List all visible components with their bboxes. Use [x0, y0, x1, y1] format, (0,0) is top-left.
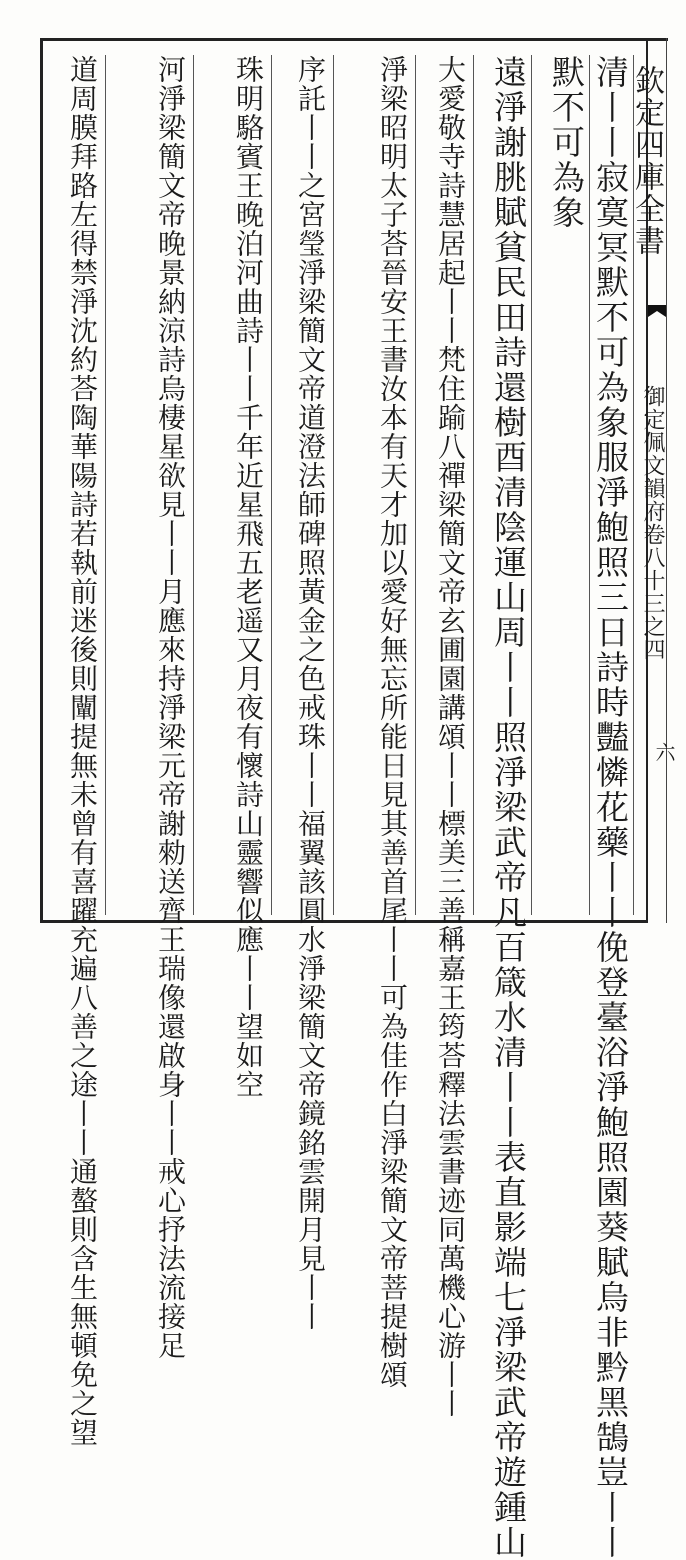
page-number: 六: [652, 742, 676, 762]
column-text: 淨梁昭明太子荅晉安王書汝本有天才加以愛好無忘所能日見其善首尾丨丨可為佳作白淨梁簡文帝菩提樹頌: [376, 55, 409, 1389]
column-text: 清丨丨寂寞冥默不可為象服淨鮑照三日詩時豔憐花藥丨丨俛登臺浴淨鮑照園葵賦烏非黔黑鵠豈丨丨: [591, 55, 630, 1560]
column-text: 大愛敬寺詩慧居起丨丨梵住踰八禪梁簡文帝玄圃園講頌丨丨標美三善稱嘉王筠荅釋法雲書迹同萬機心游丨丨: [434, 55, 467, 1418]
column-text: 遠淨謝朓賦貧民田詩還樹酉清陰運山周丨丨照淨梁武帝凡百箴水清丨丨表直影端七淨梁武帝遊鍾山: [489, 55, 528, 1560]
column-text: 默不可為象: [547, 55, 586, 230]
text-column-8: [150, 55, 194, 1360]
text-column-6: [290, 55, 334, 1331]
text-column-5: [372, 55, 416, 1389]
text-column-7: [228, 55, 272, 1099]
frame-left-line: [40, 38, 43, 923]
fish-tail-mark: [648, 305, 666, 323]
text-column-9: [62, 55, 106, 1447]
column-text: 河淨梁簡文帝晚景納涼詩烏棲星欲見丨丨月應來持淨梁元帝謝勑送齊王瑞像還啟身丨丨戒心抒法流接足: [154, 55, 187, 1360]
book-title: 欽定四庫全書: [629, 65, 664, 257]
volume-title: 御定佩文韻府卷八十三之四: [640, 385, 665, 661]
text-column-3: [488, 55, 532, 1560]
text-column-1: [590, 55, 634, 1560]
column-text: 序託丨丨之宮瑩淨梁簡文帝道澄法師碑照黃金之色戒珠丨丨福翼該圓水淨梁簡文帝鏡銘雲開月見丨丨: [294, 55, 327, 1331]
frame-top-line: [40, 38, 668, 41]
text-column-2: [546, 55, 590, 915]
column-text: 珠明駱賓王晚泊河曲詩丨丨千年近星飛五老遥又月夜有懷詩山靈響似應丨丨望如空: [232, 55, 265, 1099]
column-text: 道周膜拜路左得禁淨沈約荅陶華陽詩若執前迷後則闡提無未曾有喜躍充遍八善之途丨丨通螯則含生無頓免之望: [66, 55, 99, 1447]
frame-bottom-line: [40, 920, 646, 923]
text-column-4: [430, 55, 474, 1418]
margin-column: [629, 55, 666, 915]
